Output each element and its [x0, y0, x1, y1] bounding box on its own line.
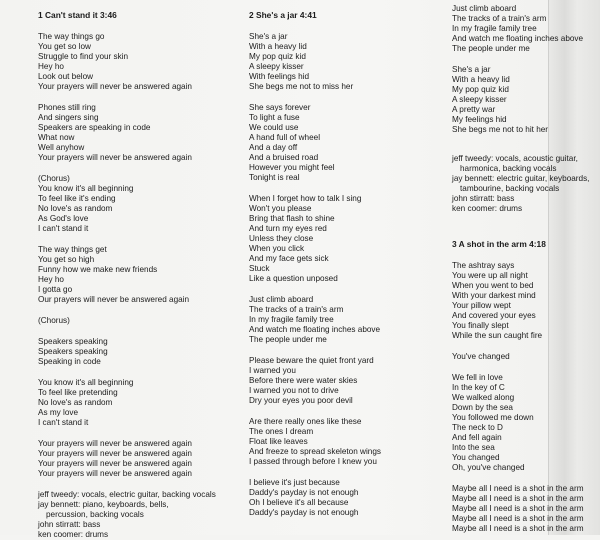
track-title: 1 Can't stand it 3:46: [38, 10, 117, 20]
lyric-line: Tonight is real: [249, 173, 300, 182]
lyric-line: To feel like it's ending: [38, 194, 116, 203]
lyric-line: percussion, backing vocals: [46, 510, 144, 519]
lyric-line: Into the sea: [452, 443, 495, 452]
lyric-line: Speakers speaking: [38, 347, 108, 356]
lyric-line: My feelings hid: [452, 115, 507, 124]
lyric-line: jay bennett: electric guitar, keyboards,: [452, 174, 590, 183]
lyric-line: My pop quiz kid: [249, 52, 306, 61]
lyric-line: A sleepy kisser: [249, 62, 304, 71]
lyric-line: Our prayers will never be answered again: [38, 295, 190, 304]
lyric-line: jeff tweedy: vocals, acoustic guitar,: [452, 154, 578, 163]
lyric-line: Float like leaves: [249, 437, 308, 446]
lyric-line: Maybe all I need is a shot in the arm: [452, 494, 584, 503]
lyric-line: And a day off: [249, 143, 298, 152]
lyric-line: Your prayers will never be answered again: [38, 459, 192, 468]
lyric-line: She's a jar: [249, 32, 288, 41]
lyric-line: No love's as random: [38, 204, 113, 213]
lyric-line: In my fragile family tree: [249, 315, 334, 324]
lyric-line: With a heavy lid: [452, 75, 510, 84]
lyric-line: You changed: [452, 453, 500, 462]
lyric-line: Your prayers will never be answered again: [38, 469, 192, 478]
lyric-line: What now: [38, 133, 75, 142]
lyric-line: And a bruised road: [249, 153, 319, 162]
lyric-line: I can't stand it: [38, 418, 89, 427]
lyric-line: Before there were water skies: [249, 376, 358, 385]
lyric-line: Won't you please: [249, 204, 312, 213]
lyric-line: jeff tweedy: vocals, electric guitar, backing vocals: [38, 490, 216, 499]
lyric-line: Hey ho: [38, 62, 64, 71]
lyric-line: A hand full of wheel: [249, 133, 321, 142]
lyric-line: You followed me down: [452, 413, 534, 422]
lyric-line: Your pillow wept: [452, 301, 511, 310]
lyric-line: Speakers are speaking in code: [38, 123, 151, 132]
lyric-line: The ones I dream: [249, 427, 314, 436]
lyric-line: When you went to bed: [452, 281, 534, 290]
lyric-line: Please beware the quiet front yard: [249, 356, 374, 365]
lyric-line: Oh I believe it's all because: [249, 498, 349, 507]
lyric-line: Maybe all I need is a shot in the arm: [452, 504, 584, 513]
lyric-line: Unless they close: [249, 234, 314, 243]
lyric-line: To feel like pretending: [38, 388, 118, 397]
lyric-line: While the sun caught fire: [452, 331, 543, 340]
lyric-line: Dry your eyes you poor devil: [249, 396, 353, 405]
track-title: 2 She's a jar 4:41: [249, 10, 317, 20]
lyric-line: john stirratt: bass: [38, 520, 101, 529]
lyric-line: No love's as random: [38, 398, 113, 407]
lyric-line: You know it's all beginning: [38, 184, 134, 193]
lyric-line: Stuck: [249, 264, 270, 273]
lyric-line: Daddy's payday is not enough: [249, 488, 359, 497]
lyric-line: The way things go: [38, 32, 105, 41]
lyric-line: The people under me: [452, 44, 530, 53]
lyric-line: I warned you: [249, 366, 296, 375]
lyric-line: Your prayers will never be answered again: [38, 82, 192, 91]
lyric-line: (Chorus): [38, 316, 70, 325]
lyric-line: Your prayers will never be answered again: [38, 439, 192, 448]
lyric-line: In the key of C: [452, 383, 505, 392]
lyric-line: As my love: [38, 408, 79, 417]
lyric-line: We walked along: [452, 393, 515, 402]
lyric-line: When I forget how to talk I sing: [249, 194, 362, 203]
lyric-line: A pretty war: [452, 105, 496, 114]
lyric-line: jay bennett: piano, keyboards, bells,: [38, 500, 169, 509]
lyric-line: The way things get: [38, 245, 107, 254]
lyric-line: Phones still ring: [38, 103, 96, 112]
booklet-fold: [548, 0, 600, 535]
lyric-line: With a heavy lid: [249, 42, 307, 51]
lyric-line: A sleepy kisser: [452, 95, 507, 104]
lyric-line: Are there really ones like these: [249, 417, 362, 426]
lyric-line: My pop quiz kid: [452, 85, 509, 94]
lyric-line: Down by the sea: [452, 403, 513, 412]
lyric-line: I believe it's just because: [249, 478, 340, 487]
lyric-line: You get so low: [38, 42, 91, 51]
lyric-line: The neck to D: [452, 423, 503, 432]
lyric-line: Look out below: [38, 72, 94, 81]
lyric-line: tambourine, backing vocals: [460, 184, 560, 193]
lyric-line: However you might feel: [249, 163, 335, 172]
lyric-line: Oh, you've changed: [452, 463, 525, 472]
lyric-line: And freeze to spread skeleton wings: [249, 447, 381, 456]
lyric-line: The people under me: [249, 335, 327, 344]
lyric-line: You've changed: [452, 352, 510, 361]
lyric-line: Well anyhow: [38, 143, 85, 152]
lyric-line: You know it's all beginning: [38, 378, 134, 387]
lyric-line: Just climb aboard: [249, 295, 314, 304]
lyric-line: Just climb aboard: [452, 4, 517, 13]
lyric-line: And fell again: [452, 433, 502, 442]
lyric-line: I gotta go: [38, 285, 73, 294]
lyric-line: And covered your eyes: [452, 311, 536, 320]
lyric-line: I passed through before I knew you: [249, 457, 377, 466]
lyric-line: The tracks of a train's arm: [452, 14, 547, 23]
lyric-line: And my face gets sick: [249, 254, 329, 263]
lyric-line: Speakers speaking: [38, 337, 108, 346]
lyric-line: You were up all night: [452, 271, 528, 280]
lyric-line: Your prayers will never be answered again: [38, 153, 192, 162]
lyric-line: Daddy's payday is not enough: [249, 508, 359, 517]
lyric-line: She begs me not to hit her: [452, 125, 549, 134]
lyric-line: With your darkest mind: [452, 291, 536, 300]
lyric-line: The tracks of a train's arm: [249, 305, 344, 314]
lyric-line: And watch me floating inches above: [452, 34, 584, 43]
lyric-line: ken coomer: drums: [38, 530, 109, 539]
lyric-line: (Chorus): [38, 174, 70, 183]
lyric-line: Maybe all I need is a shot in the arm: [452, 484, 584, 493]
track-title: 3 A shot in the arm 4:18: [452, 239, 546, 249]
lyric-line: Funny how we make new friends: [38, 265, 158, 274]
lyric-line: Like a question unposed: [249, 274, 338, 283]
lyric-line: We could use: [249, 123, 299, 132]
lyric-line: Your prayers will never be answered again: [38, 449, 192, 458]
lyric-line: When you click: [249, 244, 305, 253]
lyric-line: You get so high: [38, 255, 95, 264]
lyric-line: She says forever: [249, 103, 311, 112]
lyric-line: I warned you not to drive: [249, 386, 339, 395]
lyric-line: And turn my eyes red: [249, 224, 327, 233]
lyric-line: harmonica, backing vocals: [460, 164, 557, 173]
lyric-line: Maybe all I need is a shot in the arm: [452, 524, 584, 533]
lyric-line: I can't stand it: [38, 224, 89, 233]
lyric-line: And singers sing: [38, 113, 99, 122]
lyric-line: We fell in love: [452, 373, 503, 382]
lyric-line: Speaking in code: [38, 357, 101, 366]
lyric-line: The ashtray says: [452, 261, 515, 270]
lyric-line: Bring that flash to shine: [249, 214, 335, 223]
lyric-line: To light a fuse: [249, 113, 300, 122]
lyric-line: In my fragile family tree: [452, 24, 537, 33]
lyric-line: Hey ho: [38, 275, 64, 284]
lyric-line: She begs me not to miss her: [249, 82, 354, 91]
lyric-line: You finally slept: [452, 321, 509, 330]
lyric-line: With feelings hid: [249, 72, 310, 81]
lyric-line: Maybe all I need is a shot in the arm: [452, 514, 584, 523]
lyric-line: john stirratt: bass: [452, 194, 515, 203]
lyric-line: Struggle to find your skin: [38, 52, 129, 61]
lyric-line: She's a jar: [452, 65, 491, 74]
lyric-line: As God's love: [38, 214, 89, 223]
lyric-line: And watch me floating inches above: [249, 325, 381, 334]
lyric-line: ken coomer: drums: [452, 204, 523, 213]
